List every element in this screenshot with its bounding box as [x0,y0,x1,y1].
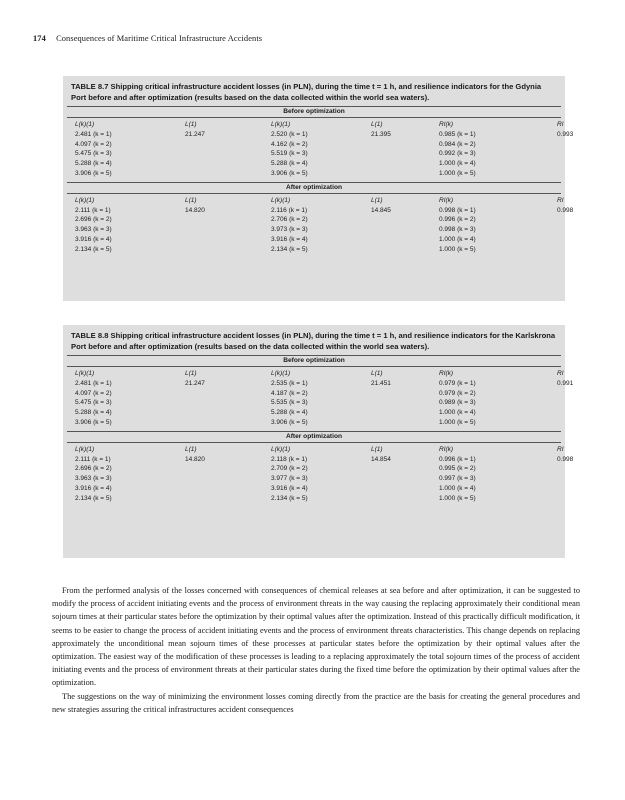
column-header: L(1) [185,196,197,204]
table-caption [71,81,557,103]
table-cell: 0.989 (k = 3) [439,399,476,407]
column-header: L(k)(1) [75,196,95,204]
column-header: RI(k) [439,196,454,204]
table-8-8 [63,325,574,558]
table-cell: 3.916 (k = 4) [75,484,112,492]
table-cell: 5.475 (k = 3) [75,399,112,407]
body-text [52,584,580,716]
column-header: L(k)(1) [75,121,95,128]
table-cell: 0.992 (k = 3) [439,150,476,158]
table-cell: 0.993 [557,130,574,138]
page-number: 174 [33,34,46,43]
table-cell: 3.977 (k = 3) [271,475,308,483]
table-cell: 2.111 (k = 1) [75,206,111,214]
table-column [557,120,577,179]
after-grid [75,196,574,255]
before-optimization-heading: Before optimization [67,355,561,367]
table-cell: 5.288 (k = 4) [271,160,308,168]
running-head [33,34,262,43]
table-cell: 3.916 (k = 4) [271,235,308,243]
table-cell: 2.134 (k = 5) [75,245,112,253]
table-cell: 1.000 (k = 5) [439,418,476,426]
column-header: L(k)(1) [271,370,291,377]
column-header: L(1) [185,121,197,128]
table-cell: 0.984 (k = 2) [439,140,476,148]
after-optimization-heading: After optimization [67,431,561,443]
table-cell: 2.116 (k = 1) [271,206,308,214]
table-column [75,369,185,428]
paragraph: The suggestions on the way of minimizing the environment losses coming directly from the practice are the basis for creating the general procedures and new strategies assuring the critical infrastructures accident consequences [52,691,580,714]
table-column [439,369,557,428]
table-column [271,445,371,504]
table-column [557,196,577,255]
table-cell: 4.162 (k = 2) [271,140,308,148]
table-cell: 2.696 (k = 2) [75,216,112,224]
table-cell: 5.288 (k = 4) [271,409,308,417]
table-cell: 2.118 (k = 1) [271,455,308,463]
table-cell: 2.134 (k = 5) [271,494,308,502]
column-header: RI [557,121,564,128]
table-column [371,369,439,428]
column-header: L(1) [371,445,383,453]
table-column [75,196,185,255]
table-cell: 3.963 (k = 3) [75,226,112,234]
table-cell: 1.000 (k = 5) [439,169,476,177]
table-cell: 3.916 (k = 4) [75,235,112,243]
column-header: RI(k) [439,121,454,128]
table-column [439,196,557,255]
before-optimization-heading: Before optimization [67,106,561,118]
table-cell: 2.481 (k = 1) [75,130,112,138]
table-caption-text: Shipping critical infrastructure accident losses (in PLN), during the time t = 1 h, and resilience indicators for the Karlskrona Port before and after optimization (results based on the data collected within the world sea waters). [71,331,556,351]
table-cell: 14.820 [185,455,205,463]
table-cell: 0.996 (k = 1) [439,455,476,463]
table-cell: 0.985 (k = 1) [439,130,476,138]
table-cell: 2.134 (k = 5) [75,494,112,502]
table-column [371,120,439,179]
column-header: RI(k) [439,445,454,453]
column-header: L(k)(1) [271,196,291,204]
table-cell: 2.696 (k = 2) [75,465,112,473]
before-grid [75,369,574,428]
table-column [371,196,439,255]
column-header: L(1) [185,445,197,453]
table-label: TABLE 8.7 [71,82,109,91]
column-header: L(k)(1) [271,121,291,128]
table-column [185,445,271,504]
table-cell: 3.906 (k = 5) [75,418,112,426]
table-cell: 2.706 (k = 2) [271,216,308,224]
table-cell: 0.979 (k = 1) [439,379,476,387]
table-cell: 21.451 [371,379,391,387]
table-column [371,445,439,504]
table-cell: 3.906 (k = 5) [271,418,308,426]
table-cell: 5.288 (k = 4) [75,160,112,168]
table-cell: 0.998 (k = 1) [439,206,476,214]
before-grid [75,120,574,179]
table-cell: 21.395 [371,130,391,138]
table-cell: 0.995 (k = 2) [439,465,476,473]
table-column [439,120,557,179]
table-cell: 1.000 (k = 4) [439,235,476,243]
table-cell: 2.481 (k = 1) [75,379,112,387]
table-column [75,445,185,504]
table-cell: 3.963 (k = 3) [75,475,112,483]
table-cell: 4.097 (k = 2) [75,140,112,148]
table-column [557,369,577,428]
table-column [271,369,371,428]
table-cell: 0.979 (k = 2) [439,389,476,397]
column-header: L(k)(1) [75,445,95,453]
table-caption [71,330,557,352]
column-header: L(k)(1) [75,370,95,377]
table-cell: 0.996 (k = 2) [439,216,476,224]
table-cell: 5.519 (k = 3) [271,150,308,158]
table-cell: 4.187 (k = 2) [271,389,308,397]
table-cell: 1.000 (k = 5) [439,245,476,253]
table-cell: 1.000 (k = 4) [439,160,476,168]
table-cell: 21.247 [185,379,205,387]
table-cell: 5.288 (k = 4) [75,409,112,417]
table-cell: 2.134 (k = 5) [271,245,308,253]
table-column [557,445,577,504]
after-grid [75,445,574,504]
column-header: RI [557,445,564,453]
column-header: L(1) [371,370,383,377]
table-column [185,196,271,255]
table-column [439,445,557,504]
table-cell: 2.535 (k = 1) [271,379,308,387]
table-cell: 0.998 [557,206,574,214]
table-cell: 4.097 (k = 2) [75,389,112,397]
table-cell: 3.916 (k = 4) [271,484,308,492]
table-cell: 1.000 (k = 5) [439,494,476,502]
table-8-7 [63,76,574,301]
table-cell: 2.520 (k = 1) [271,130,308,138]
table-cell: 14.820 [185,206,205,214]
after-optimization-heading: After optimization [67,182,561,194]
table-cell: 0.997 (k = 3) [439,475,476,483]
column-header: RI [557,196,564,204]
column-header: L(k)(1) [271,445,291,453]
table-cell: 3.973 (k = 3) [271,226,308,234]
column-header: RI(k) [439,370,454,377]
table-cell: 1.000 (k = 4) [439,484,476,492]
column-header: L(1) [371,196,383,204]
table-cell: 5.475 (k = 3) [75,150,112,158]
table-cell: 3.906 (k = 5) [75,169,112,177]
table-cell: 3.906 (k = 5) [271,169,308,177]
table-cell: 2.111 (k = 1) [75,455,111,463]
table-cell: 1.000 (k = 4) [439,409,476,417]
table-column [271,120,371,179]
table-cell: 14.854 [371,455,391,463]
table-cell: 14.845 [371,206,391,214]
table-cell: 2.709 (k = 2) [271,465,308,473]
table-column [185,369,271,428]
table-column [271,196,371,255]
table-cell: 5.535 (k = 3) [271,399,308,407]
table-cell: 0.991 [557,379,574,387]
table-column [185,120,271,179]
table-column [75,120,185,179]
column-header: L(1) [371,121,383,128]
table-cell: 0.998 (k = 3) [439,226,476,234]
running-head-title: Consequences of Maritime Critical Infrastructure Accidents [56,34,263,43]
paragraph: From the performed analysis of the losses concerned with consequences of chemical releases at sea before and after optimization, it can be suggested to modify the process of accident initiating events and the process of environment threats in the way causing the replacing approximately their conditional mean sojourn times at their particular states before the optimization by their optimal values after the optimization. Instead of this practically difficult modification, it seems to be easier to change the process of accident initiating events and the process of environment threats characteristics. This change depends on replacing approximately the unconditional mean sojourn times of these processes at particular states before the optimization by their optimal values after the optimization. The easiest way of the modification of these processes is leading to a replacing approximately the total sojourn times of the process of accident initiating events and the process of environment threats at their particular states during the fixed time before the optimization by their optimal values after the optimization. [52,586,580,688]
table-cell: 0.998 [557,455,574,463]
table-caption-text: Shipping critical infrastructure accident losses (in PLN), during the time t = 1 h, and resilience indicators for the Gdynia Port before and after optimization (results based on the data collected within the world sea waters). [71,82,542,102]
column-header: RI [557,370,564,377]
table-label: TABLE 8.8 [71,331,109,340]
column-header: L(1) [185,370,197,377]
table-cell: 21.247 [185,130,205,138]
